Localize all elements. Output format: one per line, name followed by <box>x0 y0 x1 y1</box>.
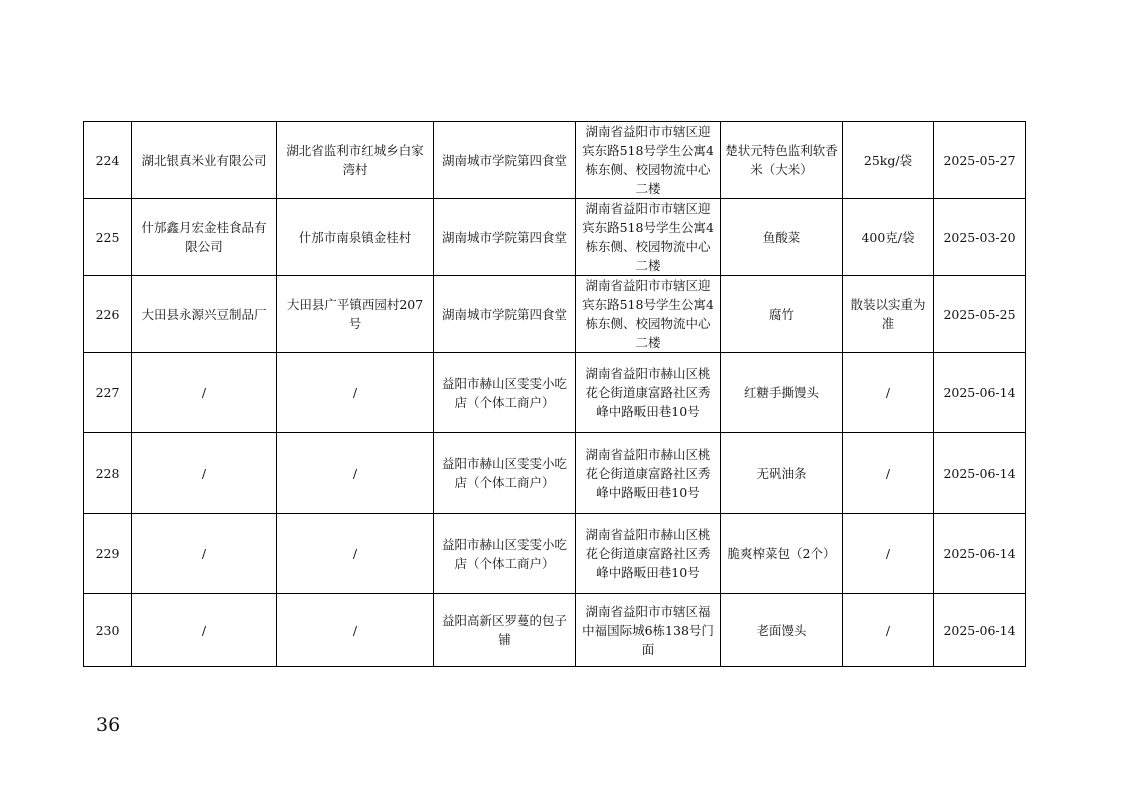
production-date-cell: 2025-06-14 <box>934 514 1026 594</box>
serial-number-cell: 225 <box>84 199 132 276</box>
product-name-cell: 老面馒头 <box>721 594 843 667</box>
product-name-cell: 脆爽榨菜包（2个） <box>721 514 843 594</box>
serial-number-cell: 230 <box>84 594 132 667</box>
sampled-unit-address-cell: 湖南省益阳市市辖区福中福国际城6栋138号门面 <box>576 594 721 667</box>
inspection-table-container <box>83 121 1026 667</box>
table-row <box>84 594 1026 667</box>
specification-cell: 25kg/袋 <box>843 122 934 199</box>
manufacturer-address-cell: 大田县广平镇西园村207号 <box>277 276 434 353</box>
sampled-unit-name-cell: 益阳市赫山区雯雯小吃店（个体工商户） <box>434 514 576 594</box>
table-row <box>84 514 1026 594</box>
production-date-cell: 2025-03-20 <box>934 199 1026 276</box>
sampled-unit-address-cell: 湖南省益阳市市辖区迎宾东路518号学生公寓4栋东侧、校园物流中心二楼 <box>576 122 721 199</box>
manufacturer-name-cell: / <box>132 514 277 594</box>
manufacturer-name-cell: 大田县永源兴豆制品厂 <box>132 276 277 353</box>
sampled-unit-name-cell: 益阳市赫山区雯雯小吃店（个体工商户） <box>434 433 576 514</box>
serial-number-cell: 226 <box>84 276 132 353</box>
manufacturer-address-cell: / <box>277 514 434 594</box>
production-date-cell: 2025-05-25 <box>934 276 1026 353</box>
manufacturer-address-cell: / <box>277 594 434 667</box>
specification-cell: 散装以实重为准 <box>843 276 934 353</box>
serial-number-cell: 228 <box>84 433 132 514</box>
manufacturer-name-cell: 湖北银真米业有限公司 <box>132 122 277 199</box>
specification-cell: / <box>843 433 934 514</box>
production-date-cell: 2025-06-14 <box>934 353 1026 433</box>
product-name-cell: 红糖手撕馒头 <box>721 353 843 433</box>
serial-number-cell: 224 <box>84 122 132 199</box>
manufacturer-address-cell: / <box>277 433 434 514</box>
table-row <box>84 353 1026 433</box>
sampled-unit-address-cell: 湖南省益阳市赫山区桃花仑街道康富路社区秀峰中路畈田巷10号 <box>576 514 721 594</box>
page-number: 36 <box>96 714 121 736</box>
inspection-table <box>83 121 1026 667</box>
sampled-unit-address-cell: 湖南省益阳市市辖区迎宾东路518号学生公寓4栋东侧、校园物流中心二楼 <box>576 199 721 276</box>
table-row <box>84 433 1026 514</box>
table-row <box>84 199 1026 276</box>
production-date-cell: 2025-06-14 <box>934 433 1026 514</box>
manufacturer-address-cell: 湖北省监利市红城乡白家湾村 <box>277 122 434 199</box>
sampled-unit-name-cell: 湖南城市学院第四食堂 <box>434 199 576 276</box>
specification-cell: / <box>843 594 934 667</box>
production-date-cell: 2025-06-14 <box>934 594 1026 667</box>
product-name-cell: 楚状元特色监利软香米（大米） <box>721 122 843 199</box>
serial-number-cell: 229 <box>84 514 132 594</box>
product-name-cell: 无矾油条 <box>721 433 843 514</box>
product-name-cell: 腐竹 <box>721 276 843 353</box>
specification-cell: 400克/袋 <box>843 199 934 276</box>
manufacturer-name-cell: / <box>132 594 277 667</box>
manufacturer-name-cell: 什邡鑫月宏金桂食品有限公司 <box>132 199 277 276</box>
specification-cell: / <box>843 514 934 594</box>
manufacturer-address-cell: 什邡市南泉镇金桂村 <box>277 199 434 276</box>
manufacturer-address-cell: / <box>277 353 434 433</box>
sampled-unit-name-cell: 湖南城市学院第四食堂 <box>434 276 576 353</box>
manufacturer-name-cell: / <box>132 353 277 433</box>
product-name-cell: 鱼酸菜 <box>721 199 843 276</box>
sampled-unit-address-cell: 湖南省益阳市赫山区桃花仑街道康富路社区秀峰中路畈田巷10号 <box>576 433 721 514</box>
sampled-unit-name-cell: 益阳高新区罗蔓的包子铺 <box>434 594 576 667</box>
sampled-unit-address-cell: 湖南省益阳市赫山区桃花仑街道康富路社区秀峰中路畈田巷10号 <box>576 353 721 433</box>
sampled-unit-address-cell: 湖南省益阳市市辖区迎宾东路518号学生公寓4栋东侧、校园物流中心二楼 <box>576 276 721 353</box>
sampled-unit-name-cell: 益阳市赫山区雯雯小吃店（个体工商户） <box>434 353 576 433</box>
production-date-cell: 2025-05-27 <box>934 122 1026 199</box>
serial-number-cell: 227 <box>84 353 132 433</box>
specification-cell: / <box>843 353 934 433</box>
sampled-unit-name-cell: 湖南城市学院第四食堂 <box>434 122 576 199</box>
table-row <box>84 122 1026 199</box>
manufacturer-name-cell: / <box>132 433 277 514</box>
table-row <box>84 276 1026 353</box>
